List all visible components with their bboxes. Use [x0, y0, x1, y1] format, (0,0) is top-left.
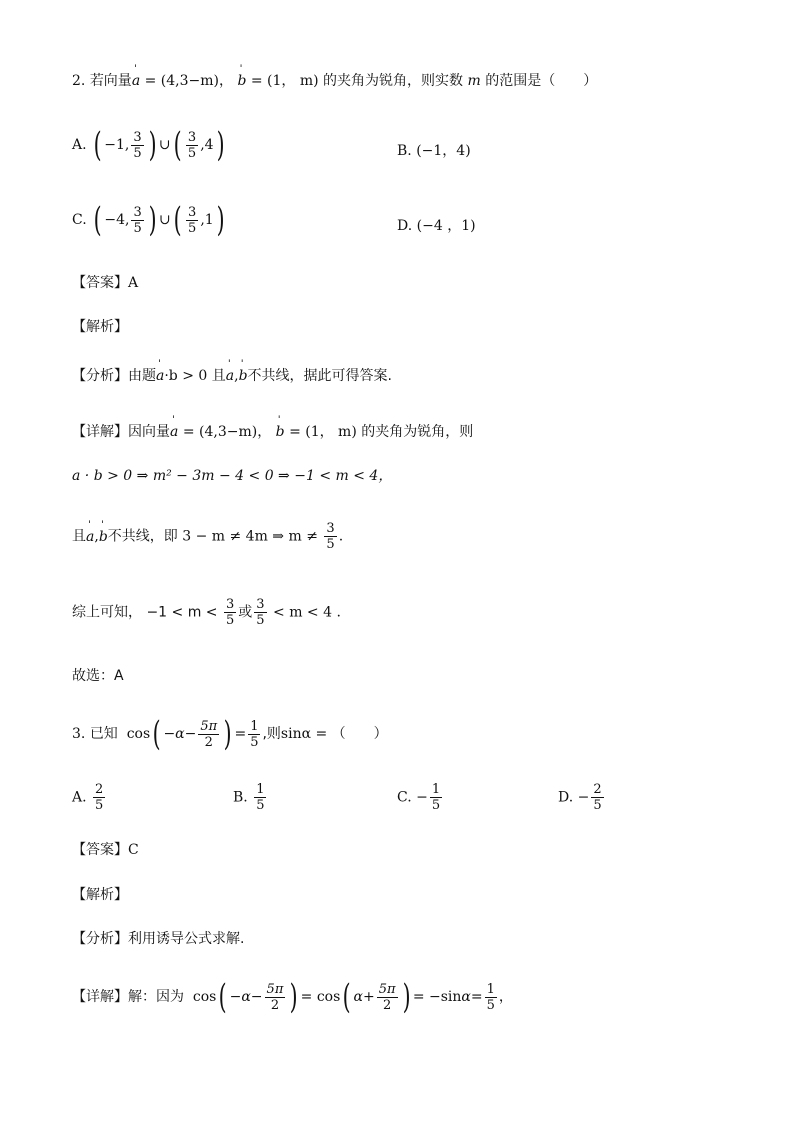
q3-option-a: A. $\frac{2}{5}$ [72, 782, 104, 813]
answer-value: C [128, 842, 139, 858]
q2-var-m: m [467, 73, 481, 89]
q2-option-a: A. ( −1, $\frac{3}{5}$ ) ∪( $\frac{3}{5}$ ,4) [72, 125, 225, 165]
answer-value: A [128, 275, 139, 291]
q2-answer [72, 275, 138, 292]
q2-stem [72, 73, 597, 90]
q2-stem-end: 的范围是（ ） [485, 73, 598, 89]
q3-option-c: C. − $\frac{1}{5}$ [397, 782, 441, 813]
q2-option-b [397, 140, 471, 160]
q2-detail: 【详解】因向量ˈ a = (4,3−m)， ˈ b = (1， m) 的夹角为锐角，则 [72, 424, 473, 441]
q2-choose: 故选：A [72, 668, 124, 684]
answer-tag: 【答案】 [72, 275, 128, 291]
option-label: A. [72, 137, 87, 153]
q3-option-b: B. $\frac{1}{5}$ [233, 782, 265, 813]
option-label: C. [72, 212, 87, 228]
q2-stem-text: 若向量 [89, 73, 132, 89]
q3-analysis-heading [72, 887, 128, 904]
option-text: (−1，4) [416, 143, 471, 159]
q3-option-d: D. − $\frac{2}{5}$ [558, 782, 602, 813]
q3-detail: 【详解】解：因为 cos( −α− $\frac{5\pi}{2}$ ) = cos( α+ $\frac{5\pi}{2}$ ) = −sinα= $\frac{1}{5}$ ， [72, 977, 513, 1017]
analysis-tag: 【解析】 [72, 319, 128, 335]
q3-answer [72, 842, 139, 859]
q2-analysis-heading [72, 319, 128, 336]
q2-conclusion: 综上可知， −1 < m < $\frac{3}{5}$ 或 $\frac{3}{5}$ < m < 4 . [72, 597, 341, 628]
answer-tag: 【答案】 [72, 842, 128, 858]
q3-fenxi: 【分析】利用诱导公式求解. [72, 931, 245, 947]
q3-stem: 3. 已知 cos( −α− $\frac{5\pi}{2}$ ) = $\frac{1}{5}$ ,则sinα = （ ） [72, 714, 388, 754]
q2-number: 2. [72, 73, 86, 89]
vector-a: ˈ a [132, 73, 140, 90]
analysis-tag: 【解析】 [72, 887, 128, 903]
fenxi-tag: 【分析】 [72, 368, 128, 384]
detail-tag: 【详解】 [72, 989, 128, 1005]
vector-b: ˈ b [237, 73, 246, 90]
q2-vec-a-value: = (4,3−m)， [144, 73, 233, 89]
q3-known: 已知 [89, 726, 118, 742]
q3-number: 3. [72, 726, 86, 742]
q2-derivation-1: a · b > 0 ⇒ m² − 3m − 4 < 0 ⇒ −1 < m < 4， [72, 468, 393, 484]
detail-tag: 【详解】 [72, 424, 128, 440]
q2-option-d [397, 215, 476, 235]
q2-derivation-2: 且ˈ a,ˈ b不共线，即 3 − m ≠ 4m ⇒ m ≠ $\frac{3}{5}$ . [72, 522, 343, 551]
q2-option-c: C. ( −4, $\frac{3}{5}$ ) ∪( $\frac{3}{5}$ ,1) [72, 200, 225, 240]
option-label: D. [397, 218, 413, 234]
fenxi-tag: 【分析】 [72, 931, 128, 947]
option-text: (−4 ，1) [416, 218, 476, 234]
q2-fenxi: 【分析】由题ˈ a·b > 0 且ˈ a,ˈ b不共线，据此可得答案. [72, 368, 392, 385]
q2-vec-b-value: = (1， m) 的夹角为锐角，则实数 [250, 73, 464, 89]
option-label: B. [397, 143, 412, 159]
